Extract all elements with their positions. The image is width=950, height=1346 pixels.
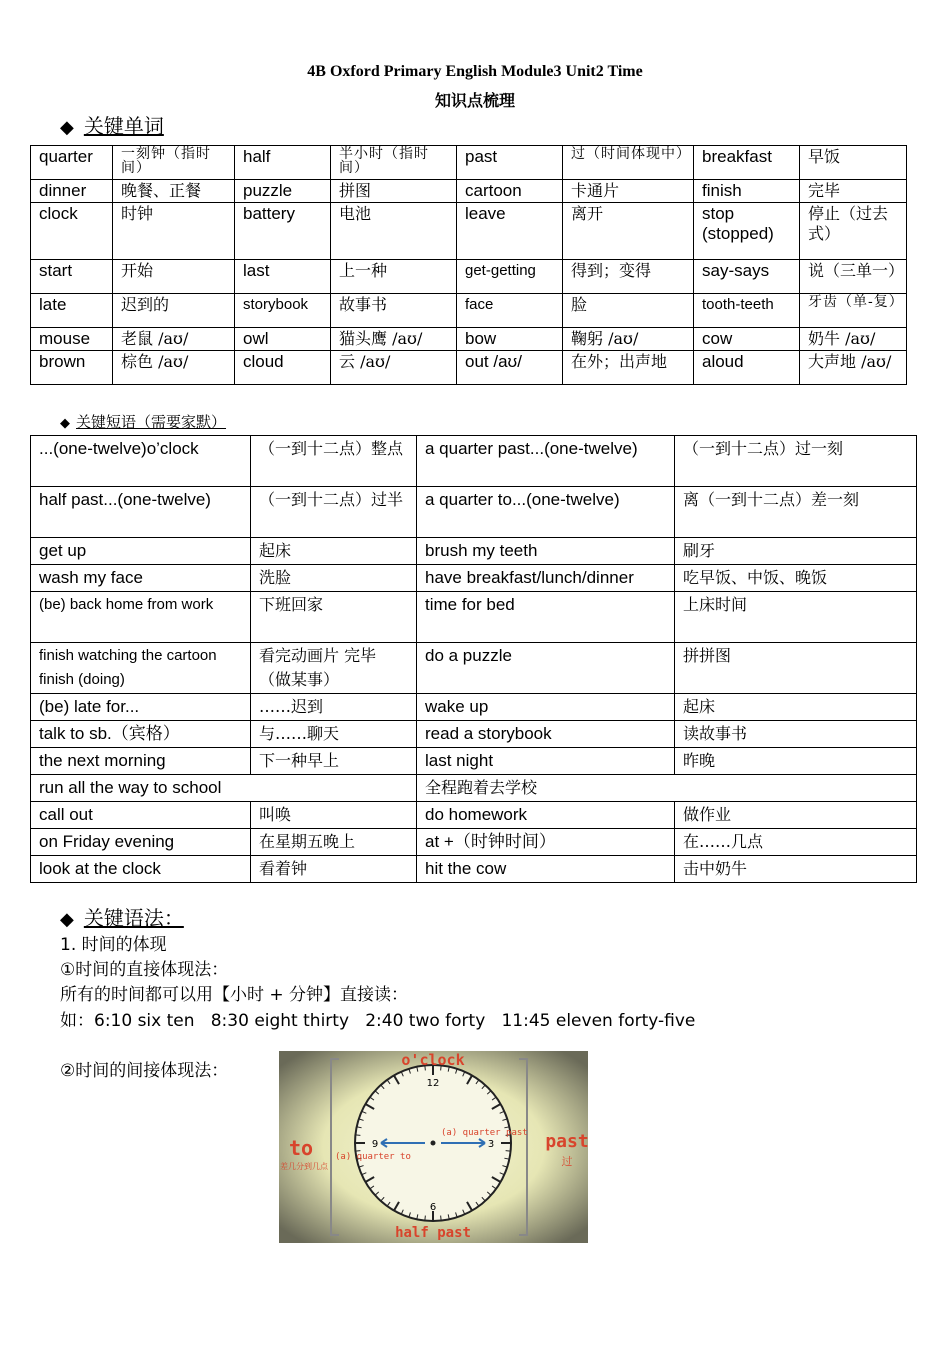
vocab-meaning: 得到；变得: [563, 260, 694, 294]
phrase-chinese: 下一种早上: [251, 748, 417, 775]
vocab-meaning: 脸: [563, 294, 694, 328]
phrase-row: [31, 592, 917, 643]
diamond-icon: ◆: [60, 909, 74, 930]
phrases-table: [30, 435, 917, 883]
vocab-row: [31, 203, 907, 260]
document-title: 4B Oxford Primary English Module3 Unit2 Time: [307, 63, 643, 80]
phrase-row: [31, 856, 917, 883]
vocab-word: bow: [457, 328, 563, 351]
vocab-word: start: [31, 260, 113, 294]
phrase-row: [31, 538, 917, 565]
vocab-meaning: 鞠躬 /aʊ/: [563, 328, 694, 351]
vocab-word: face: [457, 294, 563, 328]
phrase-row: [31, 643, 917, 694]
phrase-chinese: 读故事书: [675, 721, 917, 748]
phrase-english: the next morning: [31, 748, 251, 775]
phrase-chinese: 与……聊天: [251, 721, 417, 748]
phrase-english: read a storybook: [417, 721, 675, 748]
label-past-cn: 过: [561, 1155, 573, 1168]
label-to-cn: 差几分到几点: [280, 1162, 328, 1171]
vocab-meaning: 云 /aʊ/: [331, 351, 457, 385]
phrase-chinese: 看完动画片 完毕（做某事）: [251, 643, 417, 694]
phrase-chinese: 昨晚: [675, 748, 917, 775]
clock-tick: [355, 1135, 360, 1136]
phrase-row: [31, 721, 917, 748]
phrase-english: talk to sb.（宾格）: [31, 721, 251, 748]
label-to: to: [288, 1136, 314, 1160]
phrase-english: hit the cow: [417, 856, 675, 883]
phrase-chinese: 在……几点: [675, 829, 917, 856]
vocab-row: [31, 351, 907, 385]
vocab-row: [31, 180, 907, 203]
vocab-word: tooth-teeth: [694, 294, 800, 328]
vocab-row: [31, 260, 907, 294]
label-oclock: o'clock: [401, 1051, 465, 1069]
phrase-chinese: ……迟到: [251, 694, 417, 721]
vocab-meaning: 故事书: [331, 294, 457, 328]
vocab-meaning: 牙齿（单-复）: [800, 294, 907, 328]
grammar-line-3: 所有的时间都可以用【小时 + 分钟】直接读：: [60, 985, 409, 1005]
grammar-heading: ◆ 关键语法：: [60, 906, 184, 930]
grammar-line-5: ②时间的间接体现法：: [60, 1061, 229, 1081]
vocab-meaning: 在外；出声地: [563, 351, 694, 385]
phrase-chinese: 吃早饭、中饭、晚饭: [675, 565, 917, 592]
vocab-word: half: [235, 146, 331, 180]
vocab-word: last: [235, 260, 331, 294]
vocab-meaning: 停止（过去式）: [800, 203, 907, 260]
phrases-heading: ◆ 关键短语（需要家默）: [60, 413, 227, 431]
vocab-meaning: 完毕: [800, 180, 907, 203]
phrase-english: wash my face: [31, 565, 251, 592]
vocab-word: mouse: [31, 328, 113, 351]
clock-tick: [441, 1216, 442, 1221]
vocab-word: puzzle: [235, 180, 331, 203]
phrase-english: a quarter to...(one-twelve): [417, 487, 675, 538]
phrase-english: finish watching the cartoon finish (doing): [31, 643, 251, 694]
vocab-meaning: 奶牛 /aʊ/: [800, 328, 907, 351]
vocab-meaning: 迟到的: [113, 294, 235, 328]
phrase-row: [31, 775, 917, 802]
numeral-12: 12: [426, 1078, 440, 1089]
phrase-english: brush my teeth: [417, 538, 675, 565]
phrase-english: (be) late for...: [31, 694, 251, 721]
vocab-meaning: 半小时（指时间）: [331, 146, 457, 180]
phrase-chinese: 叫唤: [251, 802, 417, 829]
phrase-english: have breakfast/lunch/dinner: [417, 565, 675, 592]
vocab-meaning: 大声地 /aʊ/: [800, 351, 907, 385]
vocab-row: [31, 328, 907, 351]
phrase-chinese: 在星期五晚上: [251, 829, 417, 856]
clock-center: [431, 1141, 436, 1146]
grammar-line-4: 如：6:10 six ten 8:30 eight thirty 2:40 two forty 11:45 eleven forty-five: [60, 1011, 696, 1031]
clock-tick: [425, 1216, 426, 1221]
phrase-english: call out: [31, 802, 251, 829]
vocab-word: say-says: [694, 260, 800, 294]
vocab-word: breakfast: [694, 146, 800, 180]
phrase-english: do a puzzle: [417, 643, 675, 694]
vocab-meaning: 卡通片: [563, 180, 694, 203]
vocab-meaning: 拼图: [331, 180, 457, 203]
phrase-chinese: 拼拼图: [675, 643, 917, 694]
phrase-chinese: 下班回家: [251, 592, 417, 643]
phrase-row: [31, 565, 917, 592]
vocab-table: [30, 145, 907, 385]
vocab-meaning: 一刻钟（指时间）: [113, 146, 235, 180]
vocab-word: get-getting: [457, 260, 563, 294]
vocab-word: battery: [235, 203, 331, 260]
label-half-past: half past: [395, 1225, 471, 1241]
vocab-meaning: 时钟: [113, 203, 235, 260]
label-past: past: [545, 1131, 588, 1152]
vocab-meaning: 过（时间体现中）: [563, 146, 694, 180]
phrase-chinese: 全程跑着去学校: [417, 775, 917, 802]
phrase-chinese: 上床时间: [675, 592, 917, 643]
phrase-chinese: 洗脸: [251, 565, 417, 592]
vocab-meaning: 老鼠 /aʊ/: [113, 328, 235, 351]
numeral-3: 3: [487, 1139, 495, 1150]
vocab-word: out /aʊ/: [457, 351, 563, 385]
phrase-chinese: （一到十二点）过半: [251, 487, 417, 538]
vocab-word: late: [31, 294, 113, 328]
phrase-row: [31, 487, 917, 538]
vocab-meaning: 上一种: [331, 260, 457, 294]
diamond-icon: ◆: [60, 117, 74, 138]
phrase-row: [31, 829, 917, 856]
phrase-chinese: 击中奶牛: [675, 856, 917, 883]
numeral-6: 6: [429, 1202, 437, 1213]
phrase-row: [31, 436, 917, 487]
vocab-word: cartoon: [457, 180, 563, 203]
phrase-english: get up: [31, 538, 251, 565]
vocab-word: clock: [31, 203, 113, 260]
phrase-chinese: 起床: [251, 538, 417, 565]
vocab-row: [31, 146, 907, 180]
phrase-chinese: （一到十二点）整点: [251, 436, 417, 487]
vocab-word: stop (stopped): [694, 203, 800, 260]
phrase-english: do homework: [417, 802, 675, 829]
numeral-9: 9: [371, 1139, 379, 1150]
phrase-row: [31, 802, 917, 829]
vocab-word: dinner: [31, 180, 113, 203]
phrase-english: wake up: [417, 694, 675, 721]
phrase-chinese: （一到十二点）过一刻: [675, 436, 917, 487]
phrase-chinese: 做作业: [675, 802, 917, 829]
diamond-icon: ◆: [60, 416, 70, 431]
vocab-word: cloud: [235, 351, 331, 385]
vocab-word: quarter: [31, 146, 113, 180]
phrase-row: [31, 694, 917, 721]
vocab-word: owl: [235, 328, 331, 351]
phrase-row: [31, 748, 917, 775]
phrase-english: (be) back home from work: [31, 592, 251, 643]
vocab-meaning: 晚餐、正餐: [113, 180, 235, 203]
grammar-line-2: ①时间的直接体现法：: [60, 960, 229, 980]
clock-diagram: [279, 1051, 588, 1243]
phrase-english: a quarter past...(one-twelve): [417, 436, 675, 487]
phrase-chinese: 看着钟: [251, 856, 417, 883]
vocab-meaning: 开始: [113, 260, 235, 294]
phrase-english: ...(one-twelve)o’clock: [31, 436, 251, 487]
label-quarter-to: (a) quarter to: [335, 1152, 411, 1162]
document-subtitle: 知识点梳理: [434, 93, 515, 110]
phrase-english: run all the way to school: [31, 775, 417, 802]
vocab-meaning: 早饭: [800, 146, 907, 180]
clock-tick: [506, 1151, 511, 1152]
phrase-english: at +（时钟时间）: [417, 829, 675, 856]
phrase-english: last night: [417, 748, 675, 775]
phrase-english: time for bed: [417, 592, 675, 643]
vocab-heading: ◆ 关键单词: [60, 114, 164, 138]
phrase-chinese: 离（一到十二点）差一刻: [675, 487, 917, 538]
vocab-word: brown: [31, 351, 113, 385]
phrase-english: look at the clock: [31, 856, 251, 883]
phrase-chinese: 起床: [675, 694, 917, 721]
vocab-word: leave: [457, 203, 563, 260]
phrase-chinese: 刷牙: [675, 538, 917, 565]
vocab-meaning: 离开: [563, 203, 694, 260]
phrase-english: half past...(one-twelve): [31, 487, 251, 538]
grammar-line-1: 1. 时间的体现: [60, 935, 167, 955]
phrase-english: on Friday evening: [31, 829, 251, 856]
vocab-word: cow: [694, 328, 800, 351]
vocab-word: past: [457, 146, 563, 180]
vocab-meaning: 电池: [331, 203, 457, 260]
vocab-meaning: 说（三单一）: [800, 260, 907, 294]
vocab-meaning: 猫头鹰 /aʊ/: [331, 328, 457, 351]
vocab-word: aloud: [694, 351, 800, 385]
vocab-meaning: 棕色 /aʊ/: [113, 351, 235, 385]
vocab-word: finish: [694, 180, 800, 203]
label-quarter-past: (a) quarter past: [441, 1128, 528, 1138]
vocab-row: [31, 294, 907, 328]
vocab-word: storybook: [235, 294, 331, 328]
